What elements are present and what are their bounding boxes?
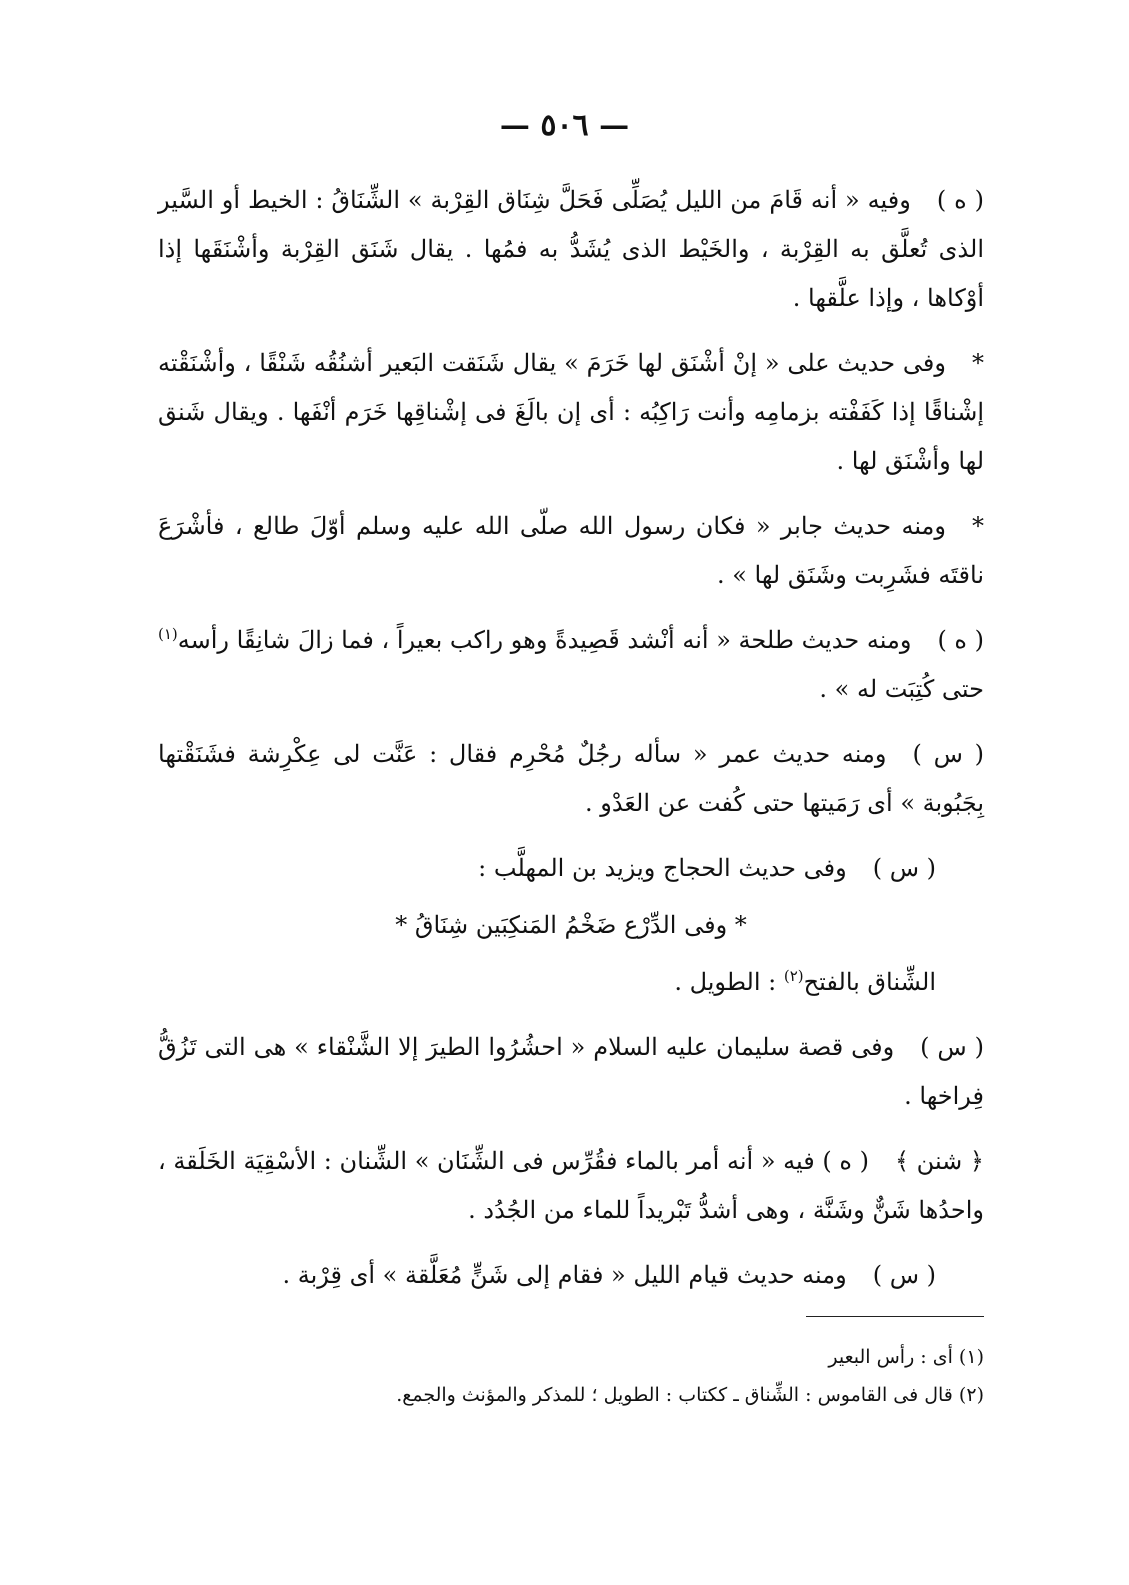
entry-paragraph (158, 502, 984, 600)
entry-text: وفى حديث على « إنْ أشْنَق لها خَرَمَ » يقال شَنَقت البَعير أشنُقُه شَنْقًا ، وأشْنَقْته إشْناقًا إذا كَفَفْته بزمامِه وأنت رَاكِبُه : أى إن بالَغَ فى إشْناقِها خَرَم أنْفَها . ويقال شَنق لها وأشْنَق لها . (158, 349, 984, 475)
entry-marker: ( ه ) (936, 186, 984, 214)
entry-paragraph (158, 339, 984, 486)
footnote-1: (١) أى : رأس البعير (828, 1346, 984, 1368)
main-text (158, 176, 984, 1316)
entry-marker: ( ه ) (937, 626, 985, 654)
entry-paragraph (158, 901, 984, 950)
entry-text: ومنه حديث قيام الليل « فقام إلى شَنٍّ مُعَلَّقة » أى قِرْبة . (282, 1261, 847, 1289)
entry-paragraph (158, 1251, 984, 1300)
entry-paragraph (158, 1137, 984, 1235)
entry-text: ومنه حديث طلحة « أنه أنْشد قَصِيدةً وهو راكب بعيراً ، فما زالَ شانِقًا رأسه (177, 626, 912, 654)
footnote-reference: (٢) (783, 967, 804, 985)
footnote-divider (806, 1316, 984, 1317)
entry-text-continued: : الطويل . (674, 968, 784, 996)
entry-text: الشِّناق بالفتح (803, 968, 936, 996)
entry-text: ومنه حديث جابر « فكان رسول الله صلّى الله عليه وسلم أوّلَ طالع ، فأشْرَعَ ناقتَه فشَرِبت وشَنَق لها » . (158, 512, 984, 589)
entry-text: ( ه ) فيه « أنه أمر بالماء فقُرِّس فى الشِّنَان » الشِّنان : الأسْقِيَة الخَلَقة ، واحدُها شَنٌّ وشَنَّة ، وهى أشدُّ تَبْريداً للماء من الجُدُد . (158, 1147, 984, 1224)
entry-text-continued: حتى كُتِبَت له » . (819, 675, 984, 703)
entry-text: ومنه حديث عمر « سأله رجُلٌ مُحْرِم فقال : عَنَّت لى عِكْرِشة فشَنَقْتها بِجَبُوبة » أى رَمَيتها حتى كُفت عن العَدْو . (158, 740, 984, 817)
entry-text: وفيه « أنه قَامَ من الليل يُصَلِّى فَحَلَّ شِنَاق القِرْبة » الشِّنَاقُ : الخيط أو السَّير الذى تُعلَّق به القِرْبة ، والخَيْط الذى يُشَدُّ به فمُها . يقال شَنَق القِرْبة وأشْنَقَها إذا أوْكاها ، وإذا علَّقها . (158, 186, 985, 312)
entry-paragraph (158, 616, 984, 714)
entry-paragraph (158, 176, 984, 323)
entry-marker: * (972, 512, 984, 540)
entry-marker: ( س ) (920, 1033, 984, 1061)
entry-marker: * (972, 349, 984, 377)
entry-text: وفى حديث الحجاج ويزيد بن المهلَّب : (478, 854, 847, 882)
footnote-2: (٢) قال فى القاموس : الشِّناق ـ ككتاب : الطويل ؛ للمذكر والمؤنث والجمع. (396, 1384, 984, 1406)
footnotes (158, 1338, 984, 1414)
entry-text: * وفى الدِّرْع ضَخْمُ المَنكِبَين شِنَاقُ * (395, 911, 747, 939)
entry-marker: ( س ) (872, 1261, 936, 1289)
entry-text: وفى قصة سليمان عليه السلام « احشُرُوا الطيرَ إلا الشَّنْقاء » هى التى تَزُقُّ فِراخها . (158, 1033, 984, 1110)
entry-paragraph (158, 844, 984, 893)
entry-marker: ( س ) (912, 740, 985, 768)
entry-paragraph (158, 958, 984, 1007)
entry-marker: ( س ) (872, 854, 936, 882)
entry-marker: ﴿ شنن ﴾ (894, 1147, 984, 1175)
footnote-reference: (١) (158, 625, 178, 643)
page-number: — ٥٠٦ — (499, 108, 630, 143)
entry-paragraph (158, 730, 984, 828)
entry-paragraph (158, 1023, 984, 1121)
